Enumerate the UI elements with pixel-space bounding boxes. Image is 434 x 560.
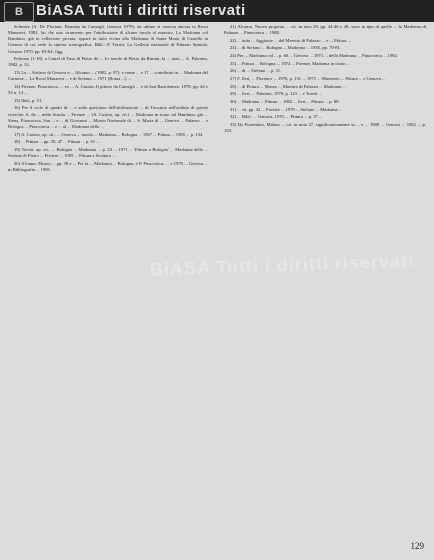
footnote-paragraph: 29) ... Zeri, ... Palermo, 1979, p. 123 ... e Torriti ...	[230, 91, 323, 97]
footnote-paragraph: 14) Firenze, Pinacoteca, ... ex ... A. Castria, Il pittore da Camogli ... e di San Bartolomeo, 1978, pp. 44 e 53 n. 14 ...	[8, 83, 208, 96]
footnote-paragraph: 20) Alcamo, Museo ... pp. 38 e ... Per la ... Madonna ... Bologna, e P. Pinacoteca, ... e 1979 ... Genova ... in Bibliografia ... 1985.	[8, 160, 208, 172]
footnote-paragraph: 17) A. Castria, op. cit., ... Genova ... tavola ... Madonna ... Bologna ... 1967 ... Pittura ... 1985 ... p. 134.	[14, 131, 204, 137]
footnote-paragraph: 13) La ... Stefano di Genova e ... Alcamo ... (1982, p. 87); e come ... e 17 ... contributo in ... Madonna del Carmine ... La Rossi Manaresi ... e di Stefano ... 1971 (Roma ...) ...	[8, 70, 208, 82]
footnote-paragraph: 27) F. Zeri, ... Florence ... 1976, p. 131 ... 1971 ... Ministero ... Pittura ... e Genova ...	[230, 76, 386, 82]
footnote-paragraph: 25) ... Pittura ... Bologna ... 1974 ... Firenze, Madonna in trono ...	[230, 60, 350, 66]
footnote-paragraph: 33) Da Fiorentino, Milano ... cit. in nota 27, significativamente la ... e ... 1980 ... Genova ... 1982 ... p. 150.	[224, 122, 426, 134]
footnote-paragraph: 28) ... di Pittura ... Museo ... Maestro di Palazzo ... Madonna ...	[230, 83, 346, 89]
page-number: 129	[410, 541, 424, 551]
footnote-paragraph: 19) Torriti, op. cit., ... Bologna ... Madonna ... p. 23 ... 1971 ... 'Pittura a Bologna' ... Madonna della ... Stefano di Pietro ... Firenze ... 1985 ... Pittura e Scultura ...	[8, 146, 208, 158]
biasa-logo-icon: B	[4, 2, 34, 22]
footnote-paragraph: Schwarz (A. De Floriani, Barnaba da Camogli, Genova 1979); da ultimo si osserva ancora in Rossi Manaresi, 1982, lui che uno strumento per l'attribuzione di alcune tavole al maestro. La Madonna col Bambino, già in collezione privata, appare in tutto vicina alla Madonna di Santa Maria di Castello in Genova di cui vede la ripresa iconografica. Bibl.: P. Torriti, La Galleria nazionale di Palazzo Spinola, Genova 1970, pp. 63-64; figg.	[8, 24, 208, 54]
footnote-paragraph: 18) ... Pittura ... pp. 35, 47 ... Pittura ... p. 61 ...	[14, 139, 100, 145]
watermark-banner	[0, 0, 434, 22]
footnote-paragraph: 26) ... di ... Stefano ... p. 31.	[230, 68, 282, 74]
footnote-paragraph: 22) ... tutto ... Aggiunte ... del Maestro di Palazzo ... e ... Pittura ...	[230, 37, 351, 43]
footnote-paragraph: 16) Per il ciclo di quadri di ... e sulla questione dell'attribuzione ... di Tuscania nell'ambito di queste ricerche: A. de ... nella Scuola ... Firenze ... (A. Castria, op. cit.) ... Madonna in trono col Bambino, già ... Siena, Pinacoteca, San ... e ... di Giovanni ... Museo Nazionale di ... S. Maria di ... Genova ... Palazzo ... e Bologna ... Pinacoteca ... e ... al ... Madonna della ...	[8, 105, 208, 129]
left-text-column	[8, 24, 208, 174]
footnote-paragraph: Palermo (1-18): a Castel di Tusa di Pietro de ... Le tavole di Pietro da Rimini, la ... nota ... A. Palermo, 1982, p. 33.	[8, 56, 208, 68]
footnote-paragraph: 15) Ibid., p. 51.	[14, 97, 43, 103]
watermark-text: BiASA Tutti i diritti riservati	[149, 250, 415, 280]
footnote-paragraph: 31) ... cit. pp. 42 ... Firenze ... 1978 ... Stefano ... Madonna ...	[230, 106, 343, 112]
banner-text: BiASA Tutti i diritti riservati	[36, 2, 246, 19]
footnote-paragraph: 30) ... Madonna ... Pittura ... 1982 ... Zeri ... Pittura ... p. 89.	[230, 99, 340, 105]
footnote-paragraph: 23) ... di Stefano ... Bologna ... Madonna ... 1985, pp. 79-81.	[230, 45, 342, 51]
footnote-paragraph: 32) ... Bibl.: ... Genova, 1970, ... Pittura ... p. 37 ...	[230, 114, 323, 120]
footnote-paragraph: 21) Alcamo, Nuova proposta ... cit. in nota 20, pp. 44-46 e 48, sono in tipo di quelle ... la Madonna di Palazzo ... Pinacoteca ... 1988.	[224, 24, 426, 36]
right-text-column	[224, 24, 426, 136]
footnote-paragraph: 24) Per ... Madonna col ... p. 60 ... Genova ... 1971 ... della Madonna ... Pinacoteca ... 1982.	[230, 53, 399, 59]
